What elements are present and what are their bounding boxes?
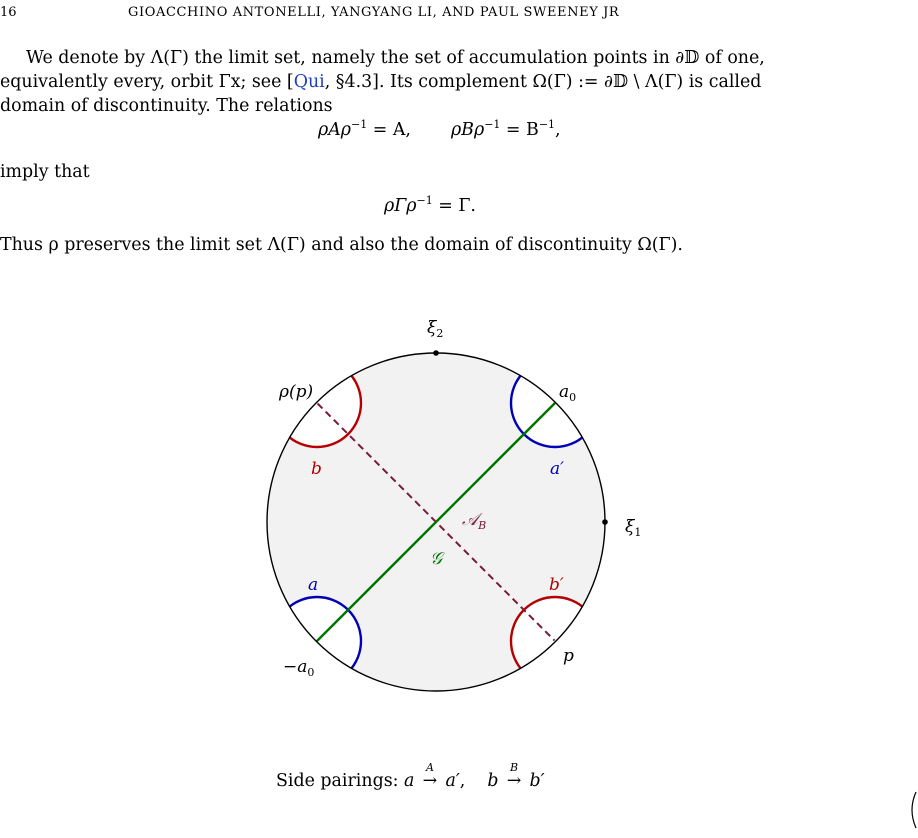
eq-term: = B [500, 120, 539, 140]
figure-caption [276, 761, 545, 791]
paragraph-line: We denote by Λ(Γ) the limit set, namely the set of accumulation points in ∂𝔻 of one, [26, 48, 765, 68]
label-axis-ab: 𝒜$_B$ [462, 510, 487, 532]
label-rho-p: ρ(p) [279, 382, 314, 402]
text-run: , §4.3]. Its complement Ω(Γ) := ∂𝔻 \ Λ(Γ) is called [324, 72, 762, 92]
label-a-prime: a′ [550, 459, 564, 479]
paragraph-line: imply that [0, 162, 90, 182]
paragraph-line: Thus ρ preserves the limit set Λ(Γ) and also the domain of discontinuity Ω(Γ). [0, 235, 683, 255]
arrow-label: B [509, 761, 519, 774]
label-geodesic-g: 𝒢 [430, 549, 443, 569]
arrow-label: A [425, 761, 434, 774]
pairing-arrow: A → [420, 771, 440, 791]
eq-term: ρBρ [450, 120, 485, 140]
label-p: p [563, 646, 574, 666]
eq-term: ρAρ [318, 120, 352, 140]
label-b-prime: b′ [549, 575, 564, 595]
label-a0: $a_0$ [559, 382, 577, 404]
eq-term: , [555, 120, 561, 140]
caption-symbol: a′ [445, 771, 460, 791]
pairing-arrow: B → [504, 771, 524, 791]
eq-exponent: −1 [351, 118, 368, 131]
eq-term: = A, [367, 120, 411, 140]
eq-exponent: −1 [484, 118, 501, 131]
eq-exponent: −1 [416, 194, 433, 207]
eq-term: = Γ. [432, 196, 476, 216]
caption-symbol: a [404, 771, 415, 791]
eq-term: ρΓρ [384, 196, 417, 216]
caption-symbol: b′ [529, 771, 545, 791]
eq-exponent: −1 [538, 118, 556, 131]
label-b: b [311, 459, 322, 479]
label-xi2: $\xi_2$ [427, 318, 444, 340]
cropped-parenthesis [904, 790, 918, 830]
caption-separator: , [459, 771, 466, 791]
point-xi1 [602, 519, 608, 525]
running-title: GIOACCHINO ANTONELLI, YANGYANG LI, AND PAUL SWEENEY JR [128, 5, 620, 20]
citation-link[interactable]: Qui [293, 72, 325, 92]
caption-symbol: b [487, 771, 499, 791]
paragraph-line: domain of discontinuity. The relations [0, 96, 333, 116]
caption-prefix: Side pairings: [276, 771, 405, 791]
label-a: a [308, 575, 319, 595]
page-number: 16 [0, 5, 17, 20]
label-xi1: $\xi_1$ [625, 517, 642, 539]
label-minus-a0: $-a_0$ [283, 657, 315, 679]
text-run: equivalently every, orbit Γx; see [ [0, 72, 294, 92]
point-xi2 [433, 350, 439, 356]
